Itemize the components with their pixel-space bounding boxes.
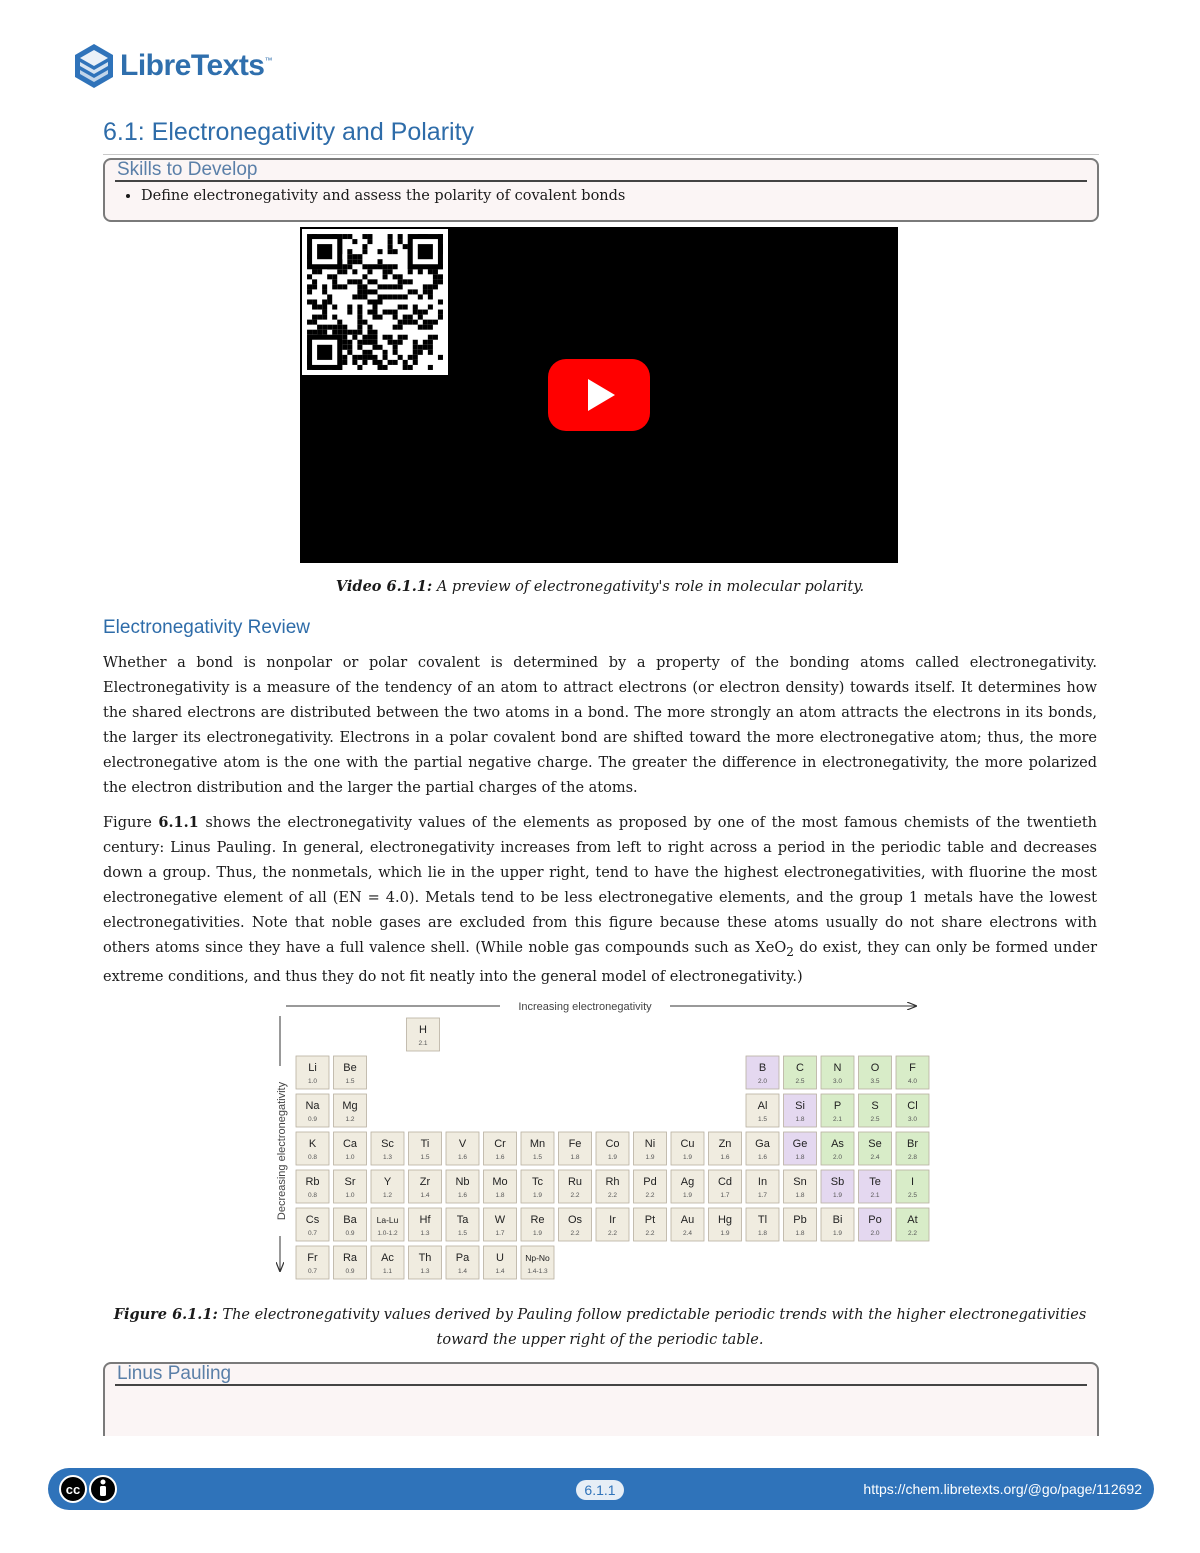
element-en-value: 1.3 (420, 1230, 430, 1237)
svg-text:cc: cc (65, 1482, 81, 1497)
element-symbol: P (833, 1100, 842, 1112)
element-symbol: Sr (344, 1176, 356, 1188)
element-en-value: 3.5 (870, 1078, 880, 1085)
element-symbol: Co (605, 1138, 620, 1150)
element-en-value: 2.1 (418, 1040, 428, 1047)
element-cell-te (859, 1170, 892, 1203)
element-en-value: 1.7 (495, 1230, 505, 1237)
element-symbol: Mg (342, 1100, 358, 1112)
element-cell-ga (746, 1132, 779, 1165)
element-en-value: 2.5 (870, 1116, 880, 1123)
element-en-value: 1.9 (645, 1154, 655, 1161)
element-cell-v (446, 1132, 479, 1165)
pauling-heading: Linus Pauling (117, 1363, 232, 1384)
element-cell-co (596, 1132, 629, 1165)
element-cell-n (821, 1056, 854, 1089)
element-cell-ir (596, 1208, 629, 1241)
element-cell-tl (746, 1208, 779, 1241)
element-cell-li (296, 1056, 329, 1089)
element-cell-po (859, 1208, 892, 1241)
element-en-value: 2.8 (907, 1154, 918, 1161)
element-cell-ca (334, 1132, 367, 1165)
element-en-value: 0.9 (307, 1116, 318, 1123)
element-cell-pa (446, 1246, 479, 1279)
paragraph-2 (103, 810, 1097, 990)
element-cell-ti (409, 1132, 442, 1165)
element-cell-f (896, 1056, 929, 1089)
element-symbol: Rh (605, 1176, 620, 1188)
element-symbol: Os (567, 1214, 583, 1226)
element-symbol: Cu (680, 1138, 695, 1150)
figure-caption (103, 1302, 1097, 1353)
element-symbol: Pa (455, 1252, 470, 1264)
qr-code[interactable] (302, 229, 448, 375)
element-cell-cl (896, 1094, 929, 1127)
play-button-icon[interactable] (548, 359, 650, 431)
element-en-value: 1.6 (495, 1154, 505, 1161)
element-cell-b (746, 1056, 779, 1089)
element-cell-rb (296, 1170, 329, 1203)
element-symbol: Cr (494, 1138, 506, 1150)
element-cell-br (896, 1132, 929, 1165)
figure-reference[interactable]: 6.1.1 (158, 814, 199, 831)
element-symbol: Al (757, 1100, 768, 1112)
element-en-value: 2.2 (607, 1192, 618, 1199)
element-en-value: 1.0-1.2 (377, 1230, 398, 1237)
element-en-value: 2.2 (645, 1230, 655, 1237)
element-en-value: 1.8 (795, 1192, 805, 1199)
element-en-value: 3.0 (832, 1078, 843, 1085)
element-en-value: 1.8 (795, 1116, 805, 1123)
page-url-link[interactable]: https://chem.libretexts.org/@go/page/112692 (863, 1481, 1142, 1497)
element-symbol: Sn (793, 1176, 807, 1188)
element-cell-o (859, 1056, 892, 1089)
element-cell-cu (671, 1132, 704, 1165)
skills-list-item: • Define electronegativity and assess the polarity of covalent bonds (141, 188, 1097, 204)
element-en-value: 1.6 (720, 1154, 730, 1161)
element-symbol: Si (795, 1100, 805, 1112)
element-en-value: 1.8 (495, 1192, 505, 1199)
element-symbol: Ac (381, 1252, 394, 1264)
element-symbol: Cs (305, 1214, 320, 1226)
element-symbol: Na (305, 1100, 320, 1112)
element-cell-tc (521, 1170, 554, 1203)
element-en-value: 1.9 (682, 1154, 693, 1161)
element-cell-fr (296, 1246, 329, 1279)
element-symbol: Sc (381, 1138, 394, 1150)
element-symbol: N (833, 1062, 842, 1074)
element-cell-ge (784, 1132, 817, 1165)
element-symbol: O (870, 1062, 880, 1074)
element-symbol: B (758, 1062, 767, 1074)
element-symbol: Be (343, 1062, 357, 1074)
element-symbol: Ta (456, 1214, 469, 1226)
skills-heading: Skills to Develop (117, 159, 258, 180)
element-symbol: Br (907, 1138, 918, 1150)
element-cell-ru (559, 1170, 592, 1203)
element-cell-fe (559, 1132, 592, 1165)
element-symbol: In (757, 1176, 768, 1188)
element-en-value: 0.7 (307, 1230, 318, 1237)
element-symbol: U (496, 1252, 504, 1264)
element-cell-rh (596, 1170, 629, 1203)
element-symbol: Cd (717, 1176, 733, 1188)
section-heading: Electronegativity Review (103, 617, 310, 638)
element-symbol: Hf (419, 1214, 431, 1226)
paragraph-1: Whether a bond is nonpolar or polar covalent is determined by a property of the bonding atoms called electronegativity. Electronegativity is a measure of the tendency of an atom to attract electrons (or electron density) towards itself. It determines how the shared electrons are distributed between the two atoms in a bond. The more strongly an atom attracts the electrons in its bonds, the larger its electronegativity. Electrons in a polar covalent bond are shifted toward the more electronegative atom; thus, the more electronegative atom is the one with the partial negative charge. The greater the difference in electronegativity, the more polarized the electron distribution and the larger the partial charges of the atoms. (103, 655, 1097, 796)
figure-caption-label: Figure 6.1.1: (113, 1306, 218, 1323)
element-en-value: 2.2 (907, 1230, 918, 1237)
creative-commons-icon[interactable] (58, 1474, 122, 1504)
element-en-value: 1.9 (532, 1192, 543, 1199)
element-cell-mg (334, 1094, 367, 1127)
element-symbol: Sb (830, 1176, 845, 1188)
element-symbol: Mn (529, 1138, 546, 1150)
element-en-value: 1.5 (345, 1078, 355, 1085)
element-en-value: 1.5 (420, 1154, 430, 1161)
element-symbol: S (871, 1100, 879, 1112)
element-symbol: Ga (755, 1138, 770, 1150)
element-cell-u (484, 1246, 517, 1279)
y-axis-label: Decreasing electronegativity (276, 1081, 288, 1221)
element-cell-pb (784, 1208, 817, 1241)
element-cell-np-no (521, 1246, 554, 1279)
element-symbol: Se (868, 1138, 882, 1150)
element-cell-sc (371, 1132, 404, 1165)
element-symbol: F (909, 1062, 916, 1074)
element-cell-ni (634, 1132, 667, 1165)
element-cell-y (371, 1170, 404, 1203)
element-symbol: Zr (419, 1176, 431, 1188)
p2-subscript: 2 (786, 944, 794, 959)
element-symbol: Te (869, 1176, 881, 1188)
element-symbol: Ca (342, 1138, 358, 1150)
element-symbol: Li (308, 1062, 317, 1074)
element-en-value: 1.5 (757, 1116, 768, 1123)
element-cell-hg (709, 1208, 742, 1241)
element-cell-ba (334, 1208, 367, 1241)
element-cell-ta (446, 1208, 479, 1241)
element-cell-mo (484, 1170, 517, 1203)
element-en-value: 2.0 (832, 1154, 843, 1161)
p2-after: do exist, they can only be formed under extreme conditions, and thus they do not fit neatly into the general model of electronegativity.) (103, 940, 1097, 985)
element-en-value: 1.1 (382, 1268, 393, 1275)
element-en-value: 1.9 (832, 1192, 843, 1199)
element-en-value: 1.0 (307, 1078, 318, 1085)
element-en-value: 1.9 (607, 1154, 618, 1161)
element-cell-p (821, 1094, 854, 1127)
element-cell-ag (671, 1170, 704, 1203)
element-cell-zr (409, 1170, 442, 1203)
element-en-value: 1.8 (757, 1230, 768, 1237)
element-cell-al (746, 1094, 779, 1127)
element-cell-pt (634, 1208, 667, 1241)
figure-caption-text: The electronegativity values derived by Pauling follow predictable periodic trends with the higher electronegativities toward the upper right of the periodic table. (217, 1307, 1087, 1348)
skills-list (105, 188, 1097, 204)
element-symbol: Y (383, 1176, 392, 1188)
element-cell-bi (821, 1208, 854, 1241)
element-symbol: Mo (492, 1176, 508, 1188)
element-symbol: I (910, 1176, 915, 1188)
element-cell-ra (334, 1246, 367, 1279)
element-symbol: Ir (609, 1214, 616, 1226)
element-en-value: 2.4 (870, 1154, 880, 1161)
element-cell-sb (821, 1170, 854, 1203)
element-symbol: Po (868, 1214, 882, 1226)
element-symbol: Tl (757, 1214, 768, 1226)
element-en-value: 1.8 (795, 1154, 805, 1161)
x-axis-label: Increasing electronegativity (518, 1001, 652, 1013)
element-symbol: Pd (643, 1176, 657, 1188)
element-cell-i (896, 1170, 929, 1203)
element-symbol: Rb (305, 1176, 320, 1188)
element-symbol: Ru (567, 1176, 583, 1188)
title-divider (103, 154, 1099, 155)
element-cell-sr (334, 1170, 367, 1203)
element-cell-w (484, 1208, 517, 1241)
p2-mid: shows the electronegativity values of the elements as proposed by one of the most famous chemists of the twentieth century: Linus Pauling. In general, electronegativity increases from left to right across a period in the periodic table and decreases down a group. Thus, the nonmetals, which lie in the upper right, tend to have the highest electronegativities, with fluorine the most electronegative element of all (EN = 4.0). Metals tend to be less electronegative elements, and the group 1 metals have the lowest electronegativities. Note that noble gases are excluded from this figure because these atoms usually do not share electrons with others atoms since they have a full valence shell. (While noble gas compounds such as XeO (103, 815, 1097, 956)
element-en-value: 1.2 (345, 1116, 355, 1123)
element-en-value: 2.1 (870, 1192, 880, 1199)
element-symbol: Cl (907, 1100, 918, 1112)
element-cell-zn (709, 1132, 742, 1165)
element-cell-sn (784, 1170, 817, 1203)
element-symbol: Ge (792, 1138, 808, 1150)
element-symbol: W (494, 1214, 506, 1226)
element-en-value: 1.9 (532, 1230, 543, 1237)
element-symbol: Fr (307, 1252, 318, 1264)
element-en-value: 2.5 (795, 1078, 805, 1085)
video-caption (103, 574, 1097, 600)
pauling-heading-rule (115, 1384, 1087, 1386)
element-cell-la-lu (371, 1208, 404, 1241)
element-en-value: 1.7 (757, 1192, 768, 1199)
element-cell-cd (709, 1170, 742, 1203)
element-cell-au (671, 1208, 704, 1241)
element-en-value: 1.4 (420, 1192, 430, 1199)
element-cell-os (559, 1208, 592, 1241)
element-symbol: Nb (455, 1176, 470, 1188)
element-cell-pd (634, 1170, 667, 1203)
element-en-value: 1.2 (382, 1192, 393, 1199)
element-cell-s (859, 1094, 892, 1127)
element-cell-se (859, 1132, 892, 1165)
element-symbol: Ti (420, 1138, 430, 1150)
page-title: 6.1: Electronegativity and Polarity (103, 118, 475, 146)
element-cell-nb (446, 1170, 479, 1203)
element-en-value: 3.0 (907, 1116, 918, 1123)
element-en-value: 0.9 (345, 1230, 355, 1237)
element-symbol: Ag (680, 1176, 695, 1188)
element-en-value: 2.5 (907, 1192, 918, 1199)
element-en-value: 2.0 (757, 1078, 768, 1085)
element-symbol: Au (680, 1214, 695, 1226)
element-en-value: 1.7 (720, 1192, 730, 1199)
element-en-value: 2.2 (570, 1230, 580, 1237)
element-en-value: 0.8 (307, 1154, 318, 1161)
element-en-value: 1.5 (457, 1230, 468, 1237)
element-en-value: 0.7 (307, 1268, 318, 1275)
element-symbol: Zn (718, 1138, 732, 1150)
element-symbol: K (308, 1138, 317, 1150)
element-symbol: Ba (343, 1214, 357, 1226)
element-en-value: 4.0 (907, 1078, 918, 1085)
element-en-value: 1.4-1.3 (527, 1268, 548, 1275)
element-en-value: 1.8 (570, 1154, 580, 1161)
p2-before: Figure (103, 815, 159, 831)
libretexts-logo[interactable] (72, 40, 273, 92)
element-symbol: At (907, 1214, 918, 1226)
element-symbol: Tc (532, 1176, 543, 1188)
element-en-value: 2.4 (682, 1230, 693, 1237)
skills-to-develop-box (103, 158, 1099, 222)
element-cell-hf (409, 1208, 442, 1241)
element-cell-si (784, 1094, 817, 1127)
element-symbol: Ra (342, 1252, 358, 1264)
element-en-value: 1.0 (345, 1154, 355, 1161)
element-cell-be (334, 1056, 367, 1089)
element-symbol: V (458, 1138, 467, 1150)
element-cell-re (521, 1208, 554, 1241)
element-en-value: 1.9 (832, 1230, 843, 1237)
element-cell-cr (484, 1132, 517, 1165)
element-en-value: 1.3 (420, 1268, 430, 1275)
element-en-value: 2.2 (570, 1192, 580, 1199)
element-en-value: 1.5 (532, 1154, 543, 1161)
element-en-value: 2.2 (607, 1230, 618, 1237)
element-cell-h (407, 1018, 440, 1051)
element-symbol: Th (418, 1252, 432, 1264)
element-symbol: Ni (644, 1138, 656, 1150)
linus-pauling-box (103, 1362, 1099, 1436)
element-en-value: 1.6 (457, 1192, 468, 1199)
logo-trademark: ™ (264, 56, 273, 65)
page-number: 6.1.1 (576, 1480, 624, 1500)
element-en-value: 1.9 (720, 1230, 730, 1237)
element-en-value: 2.1 (832, 1116, 843, 1123)
element-cell-ac (371, 1246, 404, 1279)
element-en-value: 1.4 (495, 1268, 505, 1275)
element-en-value: 1.4 (457, 1268, 468, 1275)
element-symbol: H (419, 1024, 427, 1036)
skills-heading-rule (115, 180, 1087, 182)
element-cell-cs (296, 1208, 329, 1241)
element-cell-mn (521, 1132, 554, 1165)
element-symbol: Pb (793, 1214, 807, 1226)
element-symbol: Hg (717, 1214, 733, 1226)
element-symbol: Re (530, 1214, 545, 1226)
video-player[interactable] (300, 227, 898, 563)
element-cell-as (821, 1132, 854, 1165)
element-cell-th (409, 1246, 442, 1279)
element-cell-na (296, 1094, 329, 1127)
element-en-value: 2.0 (870, 1230, 880, 1237)
element-symbol: As (831, 1138, 844, 1150)
libretexts-logo-icon (72, 42, 116, 90)
electronegativity-periodic-table (270, 996, 930, 1286)
element-cells (296, 1018, 929, 1279)
element-symbol: Pt (644, 1214, 656, 1226)
element-cell-c (784, 1056, 817, 1089)
element-en-value: 1.3 (382, 1154, 393, 1161)
element-symbol: Bi (832, 1214, 843, 1226)
element-symbol: C (796, 1062, 804, 1074)
element-en-value: 0.8 (307, 1192, 318, 1199)
video-caption-text: A preview of electronegativity's role in molecular polarity. (432, 579, 865, 595)
element-en-value: 1.6 (757, 1154, 768, 1161)
element-en-value: 1.6 (457, 1154, 468, 1161)
element-en-value: 1.8 (795, 1230, 805, 1237)
element-cell-k (296, 1132, 329, 1165)
element-symbol: La-Lu (376, 1215, 399, 1225)
element-en-value: 2.2 (645, 1192, 655, 1199)
element-cell-at (896, 1208, 929, 1241)
element-en-value: 1.0 (345, 1192, 355, 1199)
element-symbol: Np-No (525, 1253, 550, 1263)
video-caption-label: Video 6.1.1: (335, 578, 433, 595)
element-cell-in (746, 1170, 779, 1203)
element-en-value: 1.9 (682, 1192, 693, 1199)
element-symbol: Fe (568, 1138, 582, 1150)
element-en-value: 0.9 (345, 1268, 355, 1275)
logo-text: LibreTexts (120, 49, 265, 82)
